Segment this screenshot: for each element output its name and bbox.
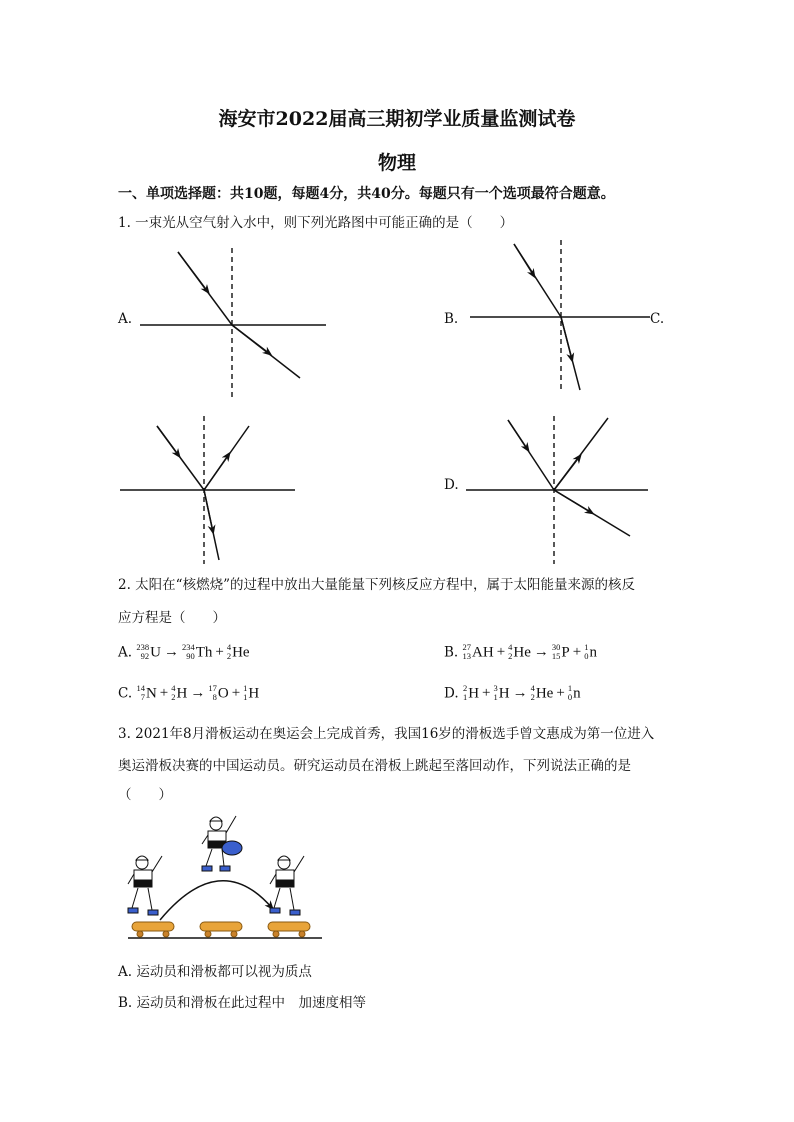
nuclide (568, 685, 581, 703)
q2-option-d (444, 685, 581, 703)
equation-operator: + (556, 685, 565, 702)
atomic-number: 2 (171, 692, 176, 702)
mass-number: 30 (551, 642, 561, 652)
q2-option-b-label: B. (444, 644, 459, 661)
equation-operator: → (512, 685, 528, 702)
mass-number: 27 (462, 642, 472, 652)
q1-diagram-c (115, 410, 305, 566)
q1-option-a-label: A. (118, 311, 133, 327)
element-symbol: Th (195, 644, 213, 661)
mass-number: 3 (493, 683, 498, 693)
atomic-number: 15 (551, 651, 561, 661)
element-symbol: H (248, 685, 260, 702)
q1-option-b-label: B. (444, 311, 459, 327)
mass-number: 4 (508, 642, 513, 652)
q2-option-d-label: D. (444, 685, 459, 702)
question-3-stem-line1: 3. 2021年8月滑板运动在奥运会上完成首秀，我国16岁的滑板选手曾文惠成为第一位进入 (118, 726, 655, 742)
question-2-stem-line2: 应方程是（ ） (118, 610, 226, 626)
nuclide (463, 685, 479, 703)
mass-number: 4 (226, 642, 232, 652)
element-symbol: O (217, 685, 229, 702)
q2-option-c (118, 685, 259, 703)
nuclide (136, 644, 161, 662)
nuclide (136, 685, 156, 703)
q2-option-b-equation (463, 644, 597, 660)
element-symbol: P (561, 644, 570, 661)
mass-number: 1 (243, 683, 248, 693)
document-title: 海安市2022届高三期初学业质量监测试卷 (218, 108, 576, 130)
atomic-number: 2 (226, 651, 232, 661)
nuclide (494, 685, 510, 703)
element-symbol: U (150, 644, 161, 661)
q1-diagram-a (130, 240, 340, 400)
subject-title: 物理 (377, 152, 416, 174)
mass-number: 2 (462, 683, 468, 693)
atomic-number: 1 (243, 692, 248, 702)
nuclide (508, 644, 531, 662)
atomic-number: 1 (493, 692, 498, 702)
skateboard-left (132, 922, 174, 937)
nuclide (584, 644, 597, 662)
q2-option-c-equation (136, 685, 259, 701)
equation-operator: → (163, 644, 179, 661)
equation-operator: → (533, 644, 549, 661)
mass-number: 234 (181, 642, 195, 652)
section-heading: 一、单项选择题：共10题，每题4分，共40分。每题只有一个选项最符合题意。 (118, 186, 615, 202)
q1-option-c-label: C. (650, 311, 665, 327)
atomic-number: 1 (462, 692, 468, 702)
mass-number: 1 (584, 642, 589, 652)
equation-operator: + (231, 685, 241, 702)
equation-operator: + (215, 644, 224, 661)
skateboard-illustration (120, 808, 330, 943)
question-3-stem-line3: （ ） (118, 787, 172, 803)
nuclide (243, 685, 259, 703)
atomic-number: 8 (212, 692, 217, 702)
atomic-number: 92 (140, 651, 150, 661)
element-symbol: n (589, 644, 597, 661)
nuclide (227, 644, 250, 662)
nuclide (552, 644, 570, 662)
atomic-number: 13 (462, 651, 472, 661)
q2-option-a (118, 644, 250, 662)
q2-option-a-label: A. (118, 644, 133, 661)
element-symbol: n (573, 685, 581, 702)
mass-number: 238 (136, 642, 150, 652)
skater-middle (202, 816, 242, 871)
element-symbol: H (498, 685, 510, 702)
nuclide (182, 644, 212, 662)
equation-operator: + (482, 685, 491, 702)
equation-operator: + (159, 685, 169, 702)
equation-operator: → (190, 685, 206, 702)
element-symbol: He (513, 644, 531, 661)
element-symbol: H (176, 685, 188, 702)
atomic-number: 90 (186, 651, 195, 661)
element-symbol: AH (472, 644, 494, 661)
mass-number: 17 (208, 683, 217, 693)
element-symbol: He (535, 685, 554, 702)
q3-option-b: B. 运动员和滑板在此过程中 加速度相等 (118, 995, 367, 1011)
skateboard-middle (200, 922, 242, 937)
skateboard-right (268, 922, 310, 937)
skater-left (128, 856, 162, 915)
q1-option-d-label: D. (444, 477, 459, 493)
nuclide (463, 644, 494, 662)
atomic-number: 7 (140, 692, 145, 702)
q2-option-c-label: C. (118, 685, 133, 702)
atomic-number: 0 (584, 651, 589, 661)
nuclide (531, 685, 554, 703)
mass-number: 14 (136, 683, 145, 693)
mass-number: 4 (530, 683, 535, 693)
equation-operator: + (572, 644, 582, 661)
equation-operator: + (496, 644, 506, 661)
q2-option-d-equation (463, 685, 581, 701)
q1-diagram-d (462, 410, 662, 566)
nuclide (208, 685, 228, 703)
atomic-number: 2 (530, 692, 535, 702)
question-2-stem-line1: 2. 太阳在“核燃烧”的过程中放出大量能量下列核反应方程中，属于太阳能量来源的核反 (118, 577, 635, 593)
nuclide (171, 685, 187, 703)
mass-number: 1 (567, 683, 573, 693)
atomic-number: 2 (508, 651, 513, 661)
question-3-stem-line2: 奥运滑板决赛的中国运动员。研究运动员在滑板上跳起至落回动作，下列说法正确的是 (118, 758, 631, 774)
q3-option-a: A. 运动员和滑板都可以视为质点 (118, 964, 312, 980)
skater-right (270, 856, 304, 915)
q2-option-a-equation (136, 644, 249, 660)
element-symbol: H (468, 685, 480, 702)
element-symbol: N (145, 685, 157, 702)
element-symbol: He (232, 644, 250, 661)
atomic-number: 0 (567, 692, 573, 702)
mass-number: 4 (171, 683, 176, 693)
question-1-stem: 1. 一束光从空气射入水中，则下列光路图中可能正确的是（ ） (118, 215, 514, 231)
q2-option-b (444, 644, 597, 662)
q1-diagram-b (462, 236, 665, 396)
